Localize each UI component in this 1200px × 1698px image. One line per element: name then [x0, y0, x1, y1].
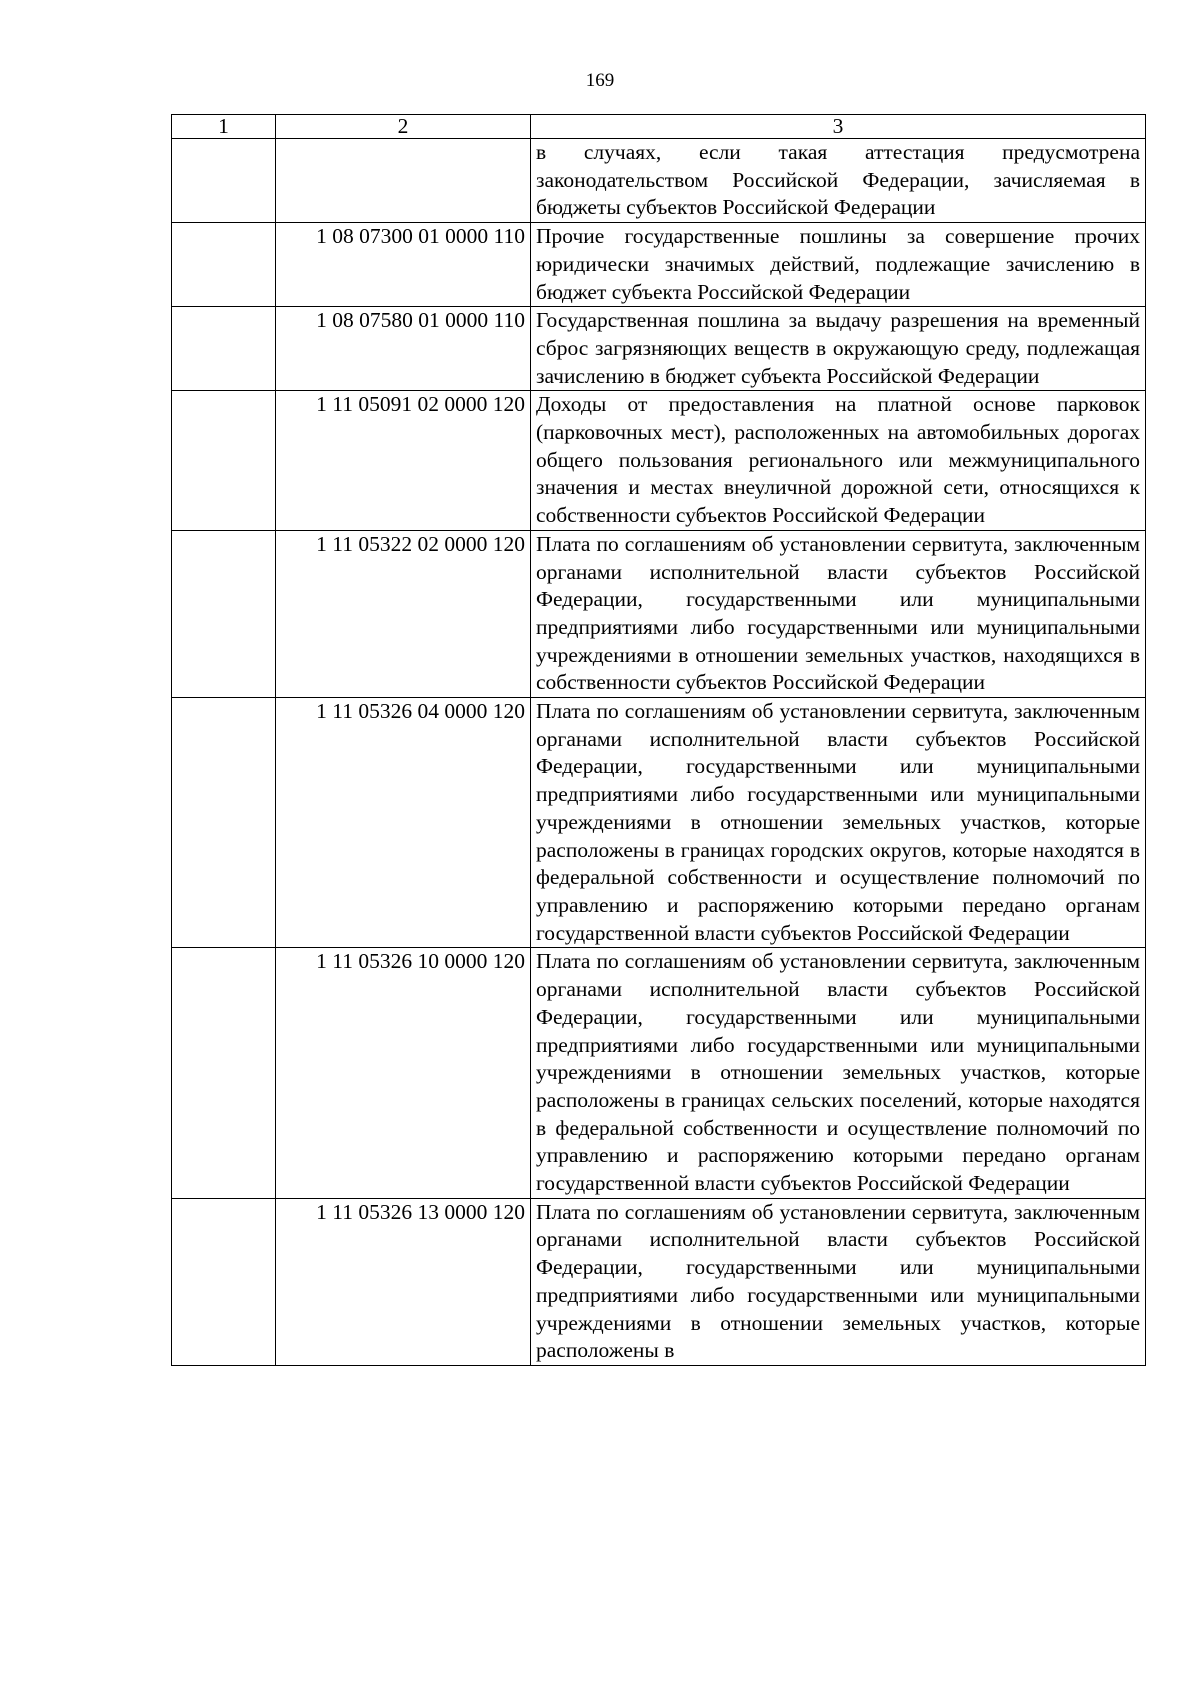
table-row — [172, 139, 1146, 223]
revenue-code-cell: 1 11 05326 04 0000 120 — [276, 698, 531, 948]
revenue-code-cell — [276, 139, 531, 223]
table-row — [172, 530, 1146, 697]
revenue-code-cell: 1 08 07300 01 0000 110 — [276, 223, 531, 307]
row-col1-cell — [172, 139, 276, 223]
revenue-description-cell: Прочие государственные пошлины за совершение прочих юридически значимых действий, подлежащие зачислению в бюджет субъекта Российской Федерации — [531, 223, 1146, 307]
revenue-description-cell: Плата по соглашениям об установлении сервитута, заключенным органами исполнительной власти субъектов Российской Федерации, государственными или муниципальными предприятиями либо государственными или муниципальными учреждениями в отношении земельных участков, которые расположены в — [531, 1198, 1146, 1365]
column-header-2: 2 — [276, 115, 531, 139]
row-col1-cell — [172, 948, 276, 1198]
column-header-3: 3 — [531, 115, 1146, 139]
row-col1-cell — [172, 391, 276, 531]
revenue-description-cell: Плата по соглашениям об установлении сервитута, заключенным органами исполнительной власти субъектов Российской Федерации, государственными или муниципальными предприятиями либо государственными или муниципальными учреждениями в отношении земельных участков, которые расположены в границах сельских поселений, которые находятся в федеральной собственности и осуществление полномочий по управлению и распоряжению которыми передано органам государственной власти субъектов Российской Федерации — [531, 948, 1146, 1198]
revenue-description-cell: Плата по соглашениям об установлении сервитута, заключенным органами исполнительной власти субъектов Российской Федерации, государственными или муниципальными предприятиями либо государственными или муниципальными учреждениями в отношении земельных участков, находящихся в собственности субъектов Российской Федерации — [531, 530, 1146, 697]
revenue-code-cell: 1 11 05322 02 0000 120 — [276, 530, 531, 697]
revenue-classification-table — [171, 114, 1146, 1366]
row-col1-cell — [172, 530, 276, 697]
table-header-row — [172, 115, 1146, 139]
column-header-1: 1 — [172, 115, 276, 139]
table-row — [172, 948, 1146, 1198]
row-col1-cell — [172, 223, 276, 307]
table-row — [172, 391, 1146, 531]
revenue-code-cell: 1 11 05326 10 0000 120 — [276, 948, 531, 1198]
row-col1-cell — [172, 307, 276, 391]
revenue-description-cell: Государственная пошлина за выдачу разрешения на временный сброс загрязняющих веществ в окружающую среду, подлежащая зачислению в бюджет субъекта Российской Федерации — [531, 307, 1146, 391]
table-row — [172, 223, 1146, 307]
row-col1-cell — [172, 698, 276, 948]
page-number: 169 — [585, 70, 615, 91]
row-col1-cell — [172, 1198, 276, 1365]
revenue-code-cell: 1 11 05091 02 0000 120 — [276, 391, 531, 531]
revenue-description-cell: в случаях, если такая аттестация предусмотрена законодательством Российской Федерации, зачисляемая в бюджеты субъектов Российской Федерации — [531, 139, 1146, 223]
revenue-description-cell: Плата по соглашениям об установлении сервитута, заключенным органами исполнительной власти субъектов Российской Федерации, государственными или муниципальными предприятиями либо государственными или муниципальными учреждениями в отношении земельных участков, которые расположены в границах городских округов, которые находятся в федеральной собственности и осуществление полномочий по управлению и распоряжению которыми передано органам государственной власти субъектов Российской Федерации — [531, 698, 1146, 948]
revenue-description-cell: Доходы от предоставления на платной основе парковок (парковочных мест), расположенных на автомобильных дорогах общего пользования регионального или межмуниципального значения и местах внеуличной дорожной сети, относящихся к собственности субъектов Российской Федерации — [531, 391, 1146, 531]
revenue-code-cell: 1 08 07580 01 0000 110 — [276, 307, 531, 391]
table-row — [172, 1198, 1146, 1365]
table-row — [172, 698, 1146, 948]
revenue-code-cell: 1 11 05326 13 0000 120 — [276, 1198, 531, 1365]
table-row — [172, 307, 1146, 391]
